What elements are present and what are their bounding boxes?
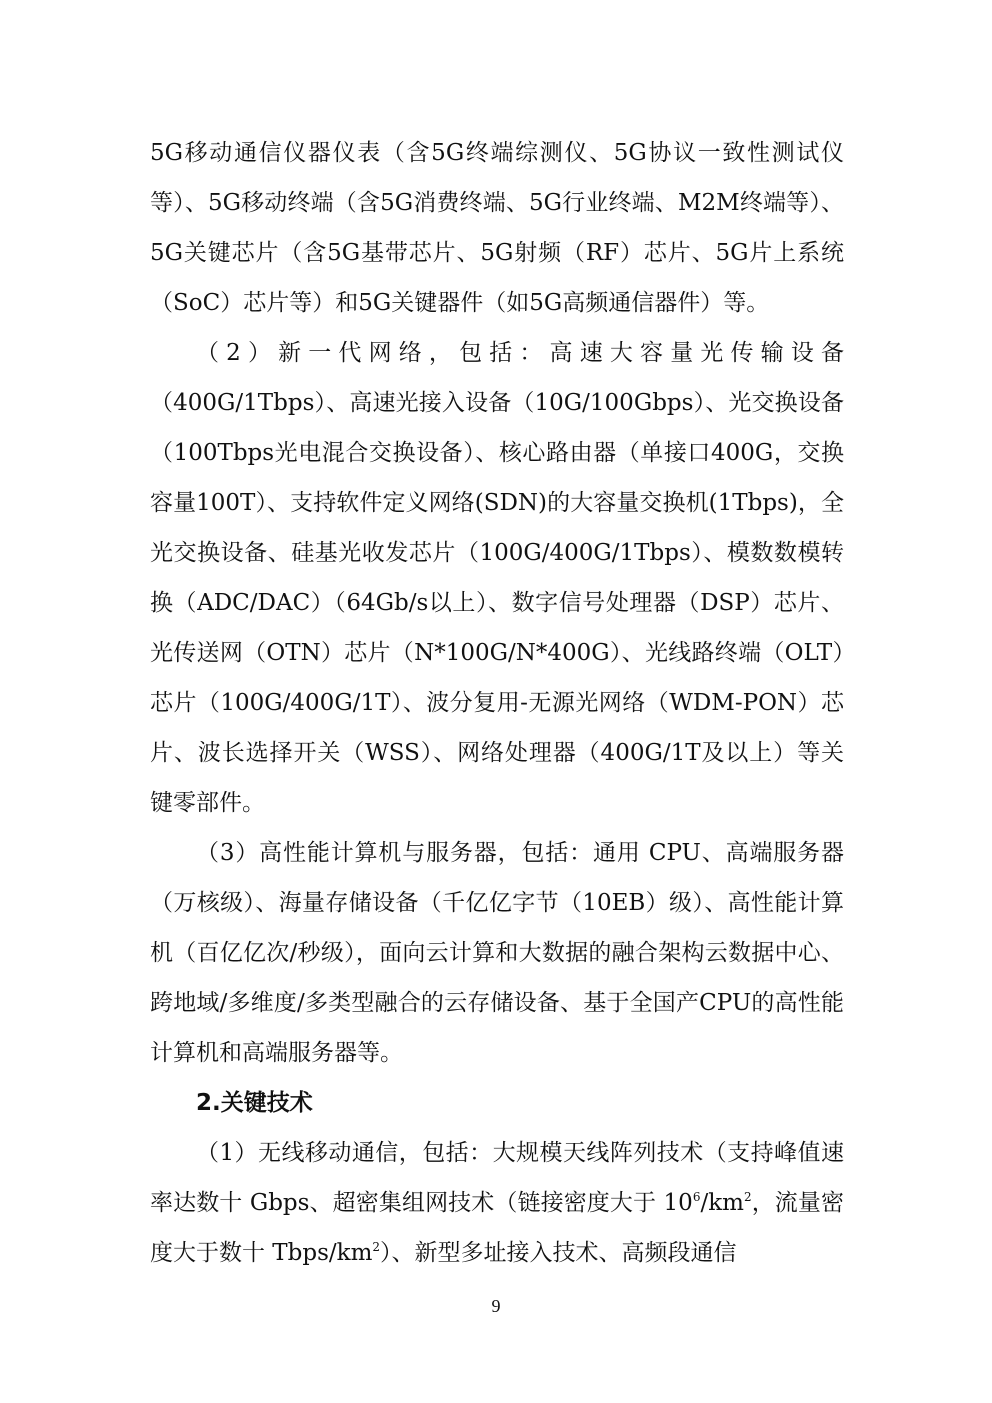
superscript-exponent: 6 bbox=[692, 1190, 701, 1204]
page-number: 9 bbox=[491, 1296, 501, 1316]
paragraph-text-part: ，流量密度大于数十 Tbps/km bbox=[150, 1190, 845, 1266]
paragraph-high-performance-computing: （3）高性能计算机与服务器，包括：通用 CPU、高端服务器（万核级）、海量存储设备（千亿亿字节（10EB）级）、高性能计算机（百亿亿次/秒级），面向云计算和大数据的融合架构云数据中心、跨地域/多维度/多类型融合的云存储设备、基于全国产CPU的高性能计算机和高端服务器等。 bbox=[150, 840, 844, 1066]
paragraph-text-part: ）、新型多址接入技术、高频段通信 bbox=[380, 1240, 737, 1266]
paragraph-text-part: /km bbox=[700, 1190, 744, 1216]
paragraph-5g-equipment: 5G移动通信仪器仪表（含5G终端综测仪、5G协议一致性测试仪等）、5G移动终端（含5G消费终端、5G行业终端、M2M终端等）、5G关键芯片（含5G基带芯片、5G射频（RF）芯片、5G片上系统（SoC）芯片等）和5G关键器件（如5G高频通信器件）等。 bbox=[150, 140, 844, 316]
body-text bbox=[150, 128, 844, 1278]
paragraph-text-part: （1）无线移动通信，包括：大规模天线阵列技术（支持峰值速率达数十 Gbps、超密集组网技术（链接密度大于 10 bbox=[150, 1140, 844, 1216]
superscript-exponent: 2 bbox=[743, 1190, 752, 1204]
paragraph-new-generation-network: （2）新一代网络，包括：高速大容量光传输设备（400G/1Tbps）、高速光接入设备（10G/100Gbps）、光交换设备（100Tbps光电混合交换设备）、核心路由器（单接口400G，交换容量100T）、支持软件定义网络(SDN)的大容量交换机(1Tbps)，全光交换设备、硅基光收发芯片（100G/400G/1Tbps）、模数数模转换（ADC/DAC）（64Gb/s以上）、数字信号处理器（DSP）芯片、光传送网（OTN）芯片（N*100G/N*400G）、光线路终端（OLT）芯片（100G/400G/1T）、波分复用-无源光网络（WDM-PON）芯片、波长选择开关（WSS）、网络处理器（400G/1T及以上）等关键零部件。 bbox=[150, 340, 844, 816]
superscript-exponent: 2 bbox=[372, 1240, 381, 1254]
paragraph-wireless-mobile-communication bbox=[150, 1128, 844, 1278]
section-heading-key-technologies: 2.关键技术 bbox=[196, 1090, 313, 1116]
